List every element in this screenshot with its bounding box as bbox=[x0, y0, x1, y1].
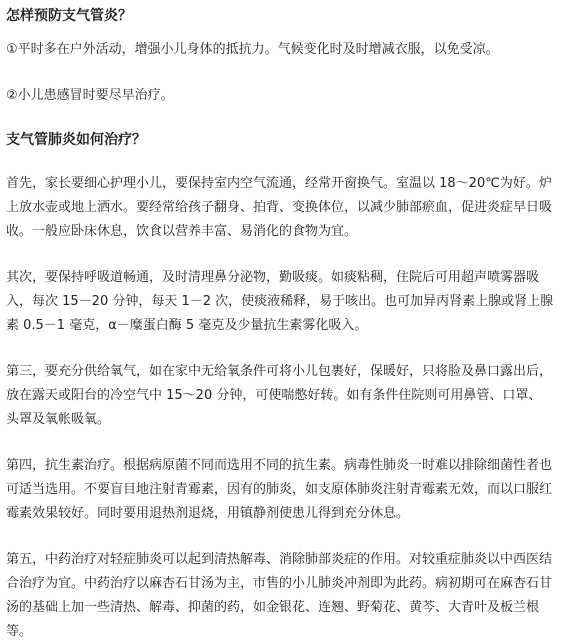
paragraph-antibiotics: 第四，抗生素治疗。根据病原菌不同而选用不同的抗生素。病毒性肺炎一时难以排除细菌性者也可适当选用。不要盲目地注射青霉素，因有的肺炎，如支原体肺炎注射青霉素无效，而以口服红霉素效果较好。同时要用退热剂退烧，用镇静剂使患儿得到充分休息。 bbox=[6, 458, 553, 521]
heading-prevention: 怎样预防支气管炎？ bbox=[6, 8, 132, 24]
paragraph-treat-cold: ②小儿患感冒时要尽早治疗。 bbox=[6, 88, 174, 103]
paragraph-oxygen: 第三，要充分供给氧气，如在家中无给氧条件可将小儿包裹好，保暖好，只将脸及鼻口露出后，放在露天或阳台的冷空气中 15～20 分钟，可使喘憋好转。如有条件住院则可用鼻管、口罩、头罩及氧帐吸氧。 bbox=[6, 364, 553, 427]
paragraph-chinese-medicine: 第五，中药治疗对轻症肺炎可以起到清热解毒、消除肺部炎症的作用。对较重症肺炎以中西医结合治疗为宜。中药治疗以麻杏石甘汤为主，市售的小儿肺炎冲剂即为此药。病初期可在麻杏石甘汤的基础上加一些清热、解毒、抑菌的药，如金银花、连翘、野菊花、黄芩、大青叶及板兰根等。 bbox=[6, 552, 553, 639]
heading-treatment: 支气管肺炎如何治疗？ bbox=[6, 132, 146, 148]
paragraph-airway: 其次，要保持呼吸道畅通，及时清理鼻分泌物，勤吸痰。如痰粘稠，住院后可用超声喷雾器吸入，每次 15－20 分钟，每天 1－2 次，使痰液稀释，易于咳出。也可加异丙肾素上腺或肾上腺素 0.5－1 毫克，α－糜蛋白酶 5 毫克及少量抗生素雾化吸入。 bbox=[6, 270, 554, 333]
paragraph-outdoor-activity: ①平时多在户外活动，增强小儿身体的抵抗力。气候变化时及时增减衣服，以免受凉。 bbox=[6, 42, 499, 57]
paragraph-care: 首先，家长要细心护理小儿，要保持室内空气流通，经常开窗换气。室温以 18～20℃为好。炉上放水壶或地上洒水。要经常给孩子翻身、拍背、变换体位，以减少肺部瘀血，促进炎症早日吸收。一般应卧床休息，饮食以营养丰富、易消化的食物为宜。 bbox=[6, 176, 553, 239]
